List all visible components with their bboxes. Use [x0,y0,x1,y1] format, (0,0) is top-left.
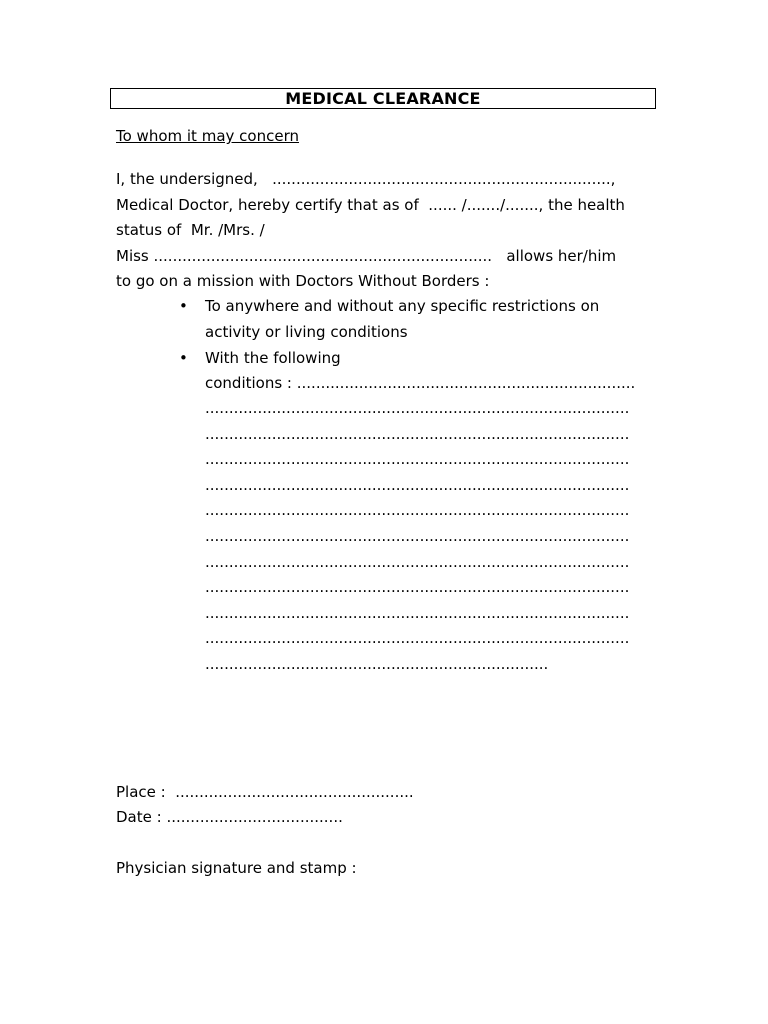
option-conditions-line-1: With the following [205,349,341,367]
signature-field: Physician signature and stamp : [116,859,357,877]
body-line-status: status of Mr. /Mrs. / [116,221,265,239]
bullet-icon: • [179,349,188,367]
condition-line: ......................................................................................... [205,526,630,545]
condition-line: ......................................................................................... [205,475,630,494]
bullet-icon: • [179,297,188,315]
form-title: MEDICAL CLEARANCE [285,89,481,108]
condition-line: ......................................................................................... [205,603,630,622]
condition-line: ........................................................................ [205,654,549,673]
condition-line: ......................................................................................... [205,552,630,571]
condition-line: ......................................................................................... [205,629,630,648]
option-conditions-line-2: conditions : ....................................................................... [205,374,636,392]
title-box [110,88,656,109]
condition-line: ......................................................................................... [205,501,630,520]
date-field: Date : ..................................... [116,808,343,826]
place-field: Place : .................................................. [116,783,414,801]
condition-line: ......................................................................................... [205,578,630,597]
condition-line: ......................................................................................... [205,424,630,443]
body-line-mission: to go on a mission with Doctors Without Borders : [116,272,490,290]
salutation: To whom it may concern [116,127,299,145]
option-anywhere-line-1: To anywhere and without any specific restrictions on [205,297,600,315]
option-anywhere-line-2: activity or living conditions [205,323,408,341]
condition-line: ......................................................................................... [205,399,630,417]
body-line-certify: Medical Doctor, hereby certify that as of ...... /......./......., the health [116,196,625,214]
body-line-undersigned: I, the undersigned, ......................................................................., [116,170,616,188]
condition-line: ......................................................................................... [205,450,630,469]
conditions-dotted-lines [205,398,629,680]
body-line-miss: Miss ....................................................................... allows her/him [116,247,617,265]
